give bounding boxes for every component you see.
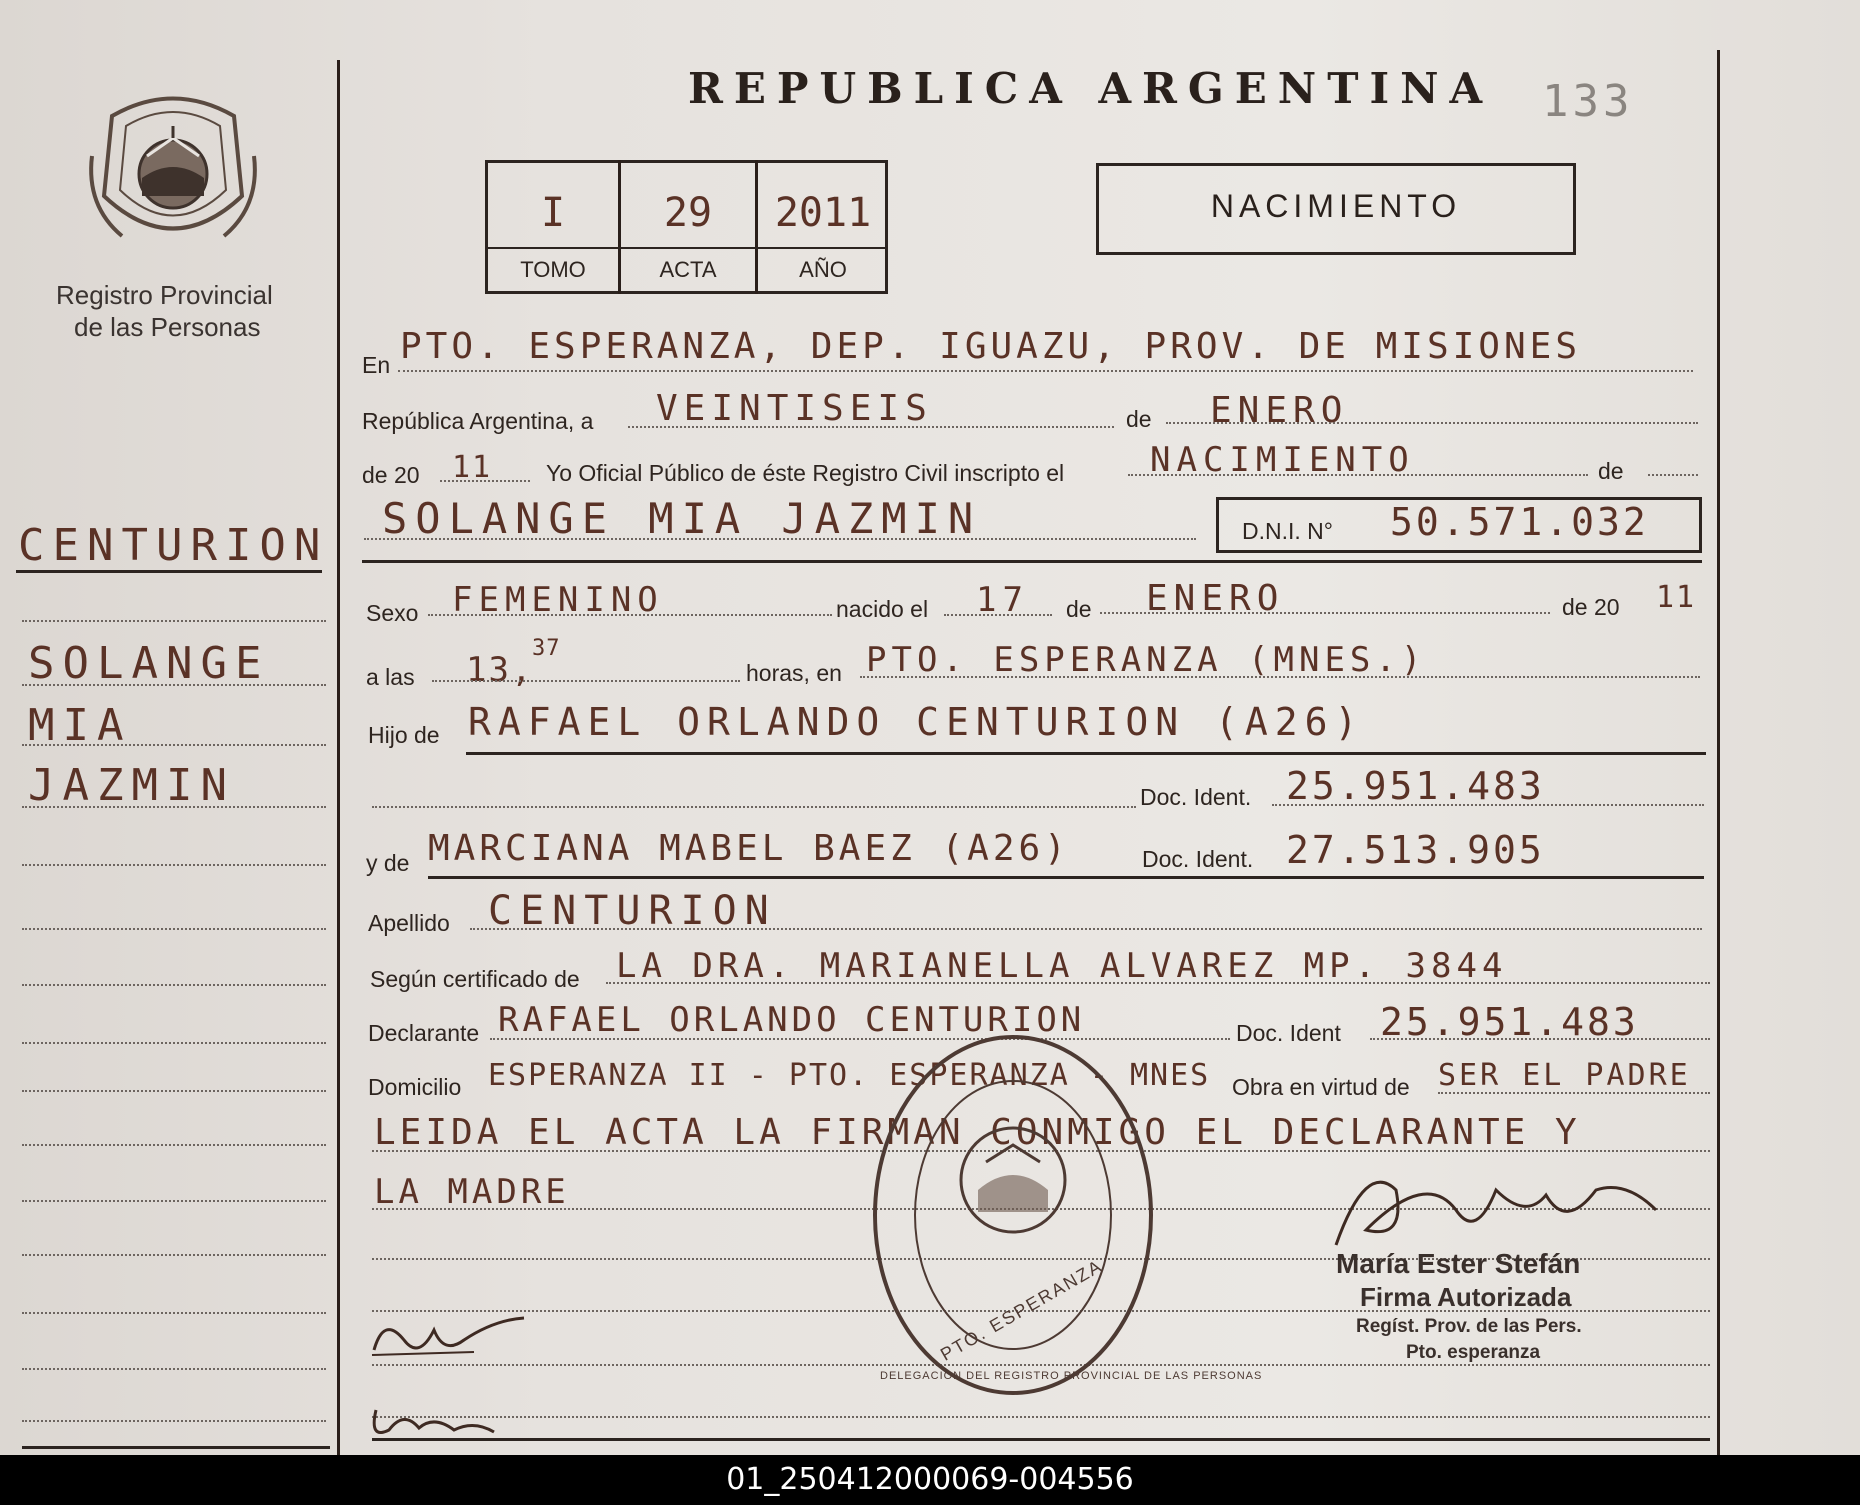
dotted-line <box>372 806 1136 808</box>
margin-name-3: JAZMIN <box>28 760 235 811</box>
apellido-label: Apellido <box>368 910 450 936</box>
republica-label: República Argentina, a <box>362 408 594 434</box>
margin-dotted-line <box>22 1042 326 1044</box>
registry-stamp <box>868 1030 1263 1400</box>
dotted-line <box>606 982 1710 984</box>
left-frame-line <box>337 60 340 1455</box>
dotted-line <box>944 614 1052 616</box>
provincial-seal-icon <box>92 86 254 256</box>
official-name: María Ester Stefán <box>1336 1248 1581 1279</box>
margin-dotted-line <box>22 620 326 622</box>
acta-value: 29 <box>663 190 713 236</box>
right-frame-line <box>1717 50 1720 1455</box>
ano-value: 2011 <box>774 190 872 236</box>
ano-label: AÑO <box>799 257 847 282</box>
margin-name-2: MIA <box>28 700 132 751</box>
mother-doc-value: 27.513.905 <box>1286 828 1545 872</box>
tomo-label: TOMO <box>520 257 586 282</box>
dotted-line <box>432 680 740 682</box>
margin-dotted-line <box>22 806 326 808</box>
de-label-2: de <box>1598 458 1624 484</box>
father-doc-value: 25.951.483 <box>1286 764 1545 808</box>
margin-dotted-line <box>22 684 326 686</box>
dotted-line <box>860 676 1700 678</box>
birth-day-value: 17 <box>976 580 1029 620</box>
nacido-label: nacido el <box>836 596 929 622</box>
birth-year-suffix-value: 11 <box>1656 580 1697 615</box>
sexo-label: Sexo <box>366 600 419 626</box>
record-type: NACIMIENTO <box>1210 188 1462 224</box>
country-title: REPUBLICA ARGENTINA <box>688 64 1494 113</box>
dni-value: 50.571.032 <box>1390 500 1649 544</box>
sexo-value: FEMENINO <box>452 580 664 620</box>
margin-name-1: SOLANGE <box>28 638 270 689</box>
separator-rule <box>372 1438 1710 1441</box>
de20-label: de 20 <box>1562 594 1620 620</box>
hijo-label: Hijo de <box>368 722 440 748</box>
margin-dotted-line <box>22 1420 326 1422</box>
birth-month-value: ENERO <box>1146 578 1285 619</box>
child-names-value: SOLANGE MIA JAZMIN <box>382 494 982 543</box>
yde-label: y de <box>366 850 410 876</box>
separator-rule <box>362 560 1702 563</box>
margin-dotted-line <box>22 1090 326 1092</box>
margin-dotted-line <box>22 928 326 930</box>
de-label: de <box>1126 406 1152 432</box>
declarante-doc-value: 25.951.483 <box>1380 1000 1639 1044</box>
margin-dotted-line <box>22 1368 326 1370</box>
doc-ident-label-2: Doc. Ident. <box>1142 846 1254 872</box>
document-id: 01_250412000069-004556 <box>726 1462 1134 1497</box>
domicilio-label: Domicilio <box>368 1074 462 1100</box>
de-label-3: de <box>1066 596 1092 622</box>
table-divider <box>485 247 888 249</box>
declarante-label: Declarante <box>368 1020 480 1046</box>
dotted-line <box>1438 1092 1710 1094</box>
dotted-line <box>440 480 530 482</box>
mother-value: MARCIANA MABEL BAEZ (A26) <box>428 828 1070 869</box>
doc-ident-label-1: Doc. Ident. <box>1140 784 1252 810</box>
dotted-line <box>1370 1038 1710 1040</box>
note-line2-value: LA MADRE <box>374 1172 570 1212</box>
dotted-line <box>428 614 832 616</box>
declarante-value: RAFAEL ORLANDO CENTURION <box>498 1000 1086 1040</box>
registry-name-line1: Registro Provincial <box>56 280 273 310</box>
horas-label: horas, en <box>746 660 842 686</box>
dotted-line <box>1100 612 1550 614</box>
separator-rule <box>428 876 1704 879</box>
margin-dotted-line <box>22 984 326 986</box>
document-id-bar <box>0 1455 1860 1505</box>
official-place: Pto. esperanza <box>1406 1342 1541 1363</box>
event-value: NACIMIENTO <box>1150 440 1415 480</box>
apellido-value: CENTURION <box>488 888 777 934</box>
segun-label: Según certificado de <box>370 966 580 992</box>
acta-label: ACTA <box>659 257 717 282</box>
margin-rule <box>16 570 322 573</box>
margin-dotted-line <box>22 1254 326 1256</box>
year-suffix-value: 11 <box>452 450 493 485</box>
dotted-line <box>1272 804 1704 806</box>
margin-surname: CENTURION <box>18 520 329 571</box>
father-value: RAFAEL ORLANDO CENTURION (A26) <box>468 700 1365 744</box>
margin-rule <box>22 1446 330 1449</box>
day-words-value: VEINTISEIS <box>656 388 933 429</box>
dotted-line <box>364 538 1196 540</box>
separator-rule <box>466 752 1706 755</box>
folio-number: 133 <box>1542 76 1634 127</box>
official-office: Regíst. Prov. de las Pers. <box>1356 1316 1582 1337</box>
margin-dotted-line <box>22 1312 326 1314</box>
margin-dotted-line <box>22 744 326 746</box>
month-value: ENERO <box>1210 390 1349 431</box>
dotted-line <box>1648 474 1698 476</box>
official-signature <box>1326 1150 1666 1260</box>
dotted-line <box>372 1416 1710 1418</box>
alas-label: a las <box>366 664 415 690</box>
tomo-value: I <box>540 190 566 236</box>
doc-ident-label-3: Doc. Ident <box>1236 1020 1341 1046</box>
margin-dotted-line <box>22 1200 326 1202</box>
stamp-text: DELEGACION DEL REGISTRO PROVINCIAL DE LAS PERSONAS <box>880 1370 1263 1382</box>
dotted-line <box>628 426 1114 428</box>
birth-hour-value: 13, <box>466 650 534 690</box>
margin-dotted-line <box>22 1144 326 1146</box>
obra-label: Obra en virtud de <box>1232 1074 1410 1100</box>
dotted-line <box>1128 474 1588 476</box>
obra-value: SER EL PADRE <box>1438 1058 1691 1093</box>
dotted-line <box>398 370 1693 372</box>
place-value: PTO. ESPERANZA, DEP. IGUAZU, PROV. DE MISIONES <box>400 326 1581 367</box>
note-line1-value: LEIDA EL ACTA LA FIRMAN CONMIGO EL DECLARANTE Y <box>374 1112 1581 1153</box>
birth-minutes-value: 37 <box>532 636 561 661</box>
stamp-place: PTO. ESPERANZA <box>937 1255 1107 1365</box>
official-title: Firma Autorizada <box>1360 1282 1572 1312</box>
birth-place-value: PTO. ESPERANZA (MNES.) <box>866 640 1427 680</box>
dni-label: D.N.I. N° <box>1242 518 1333 544</box>
registry-name-line2: de las Personas <box>74 312 261 342</box>
domicilio-value: ESPERANZA II - PTO. ESPERANZA - MNES <box>488 1058 1211 1093</box>
margin-dotted-line <box>22 864 326 866</box>
dotted-line <box>1166 422 1698 424</box>
oficial-label: Yo Oficial Público de éste Registro Civil inscripto el <box>546 460 1065 486</box>
en-label: En <box>362 352 391 378</box>
declarant-signature <box>364 1310 534 1370</box>
certificate-value: LA DRA. MARIANELLA ALVAREZ MP. 3844 <box>616 946 1508 986</box>
dotted-line <box>470 928 1702 930</box>
mother-signature <box>364 1390 514 1450</box>
year-prefix-label: de 20 <box>362 462 420 488</box>
